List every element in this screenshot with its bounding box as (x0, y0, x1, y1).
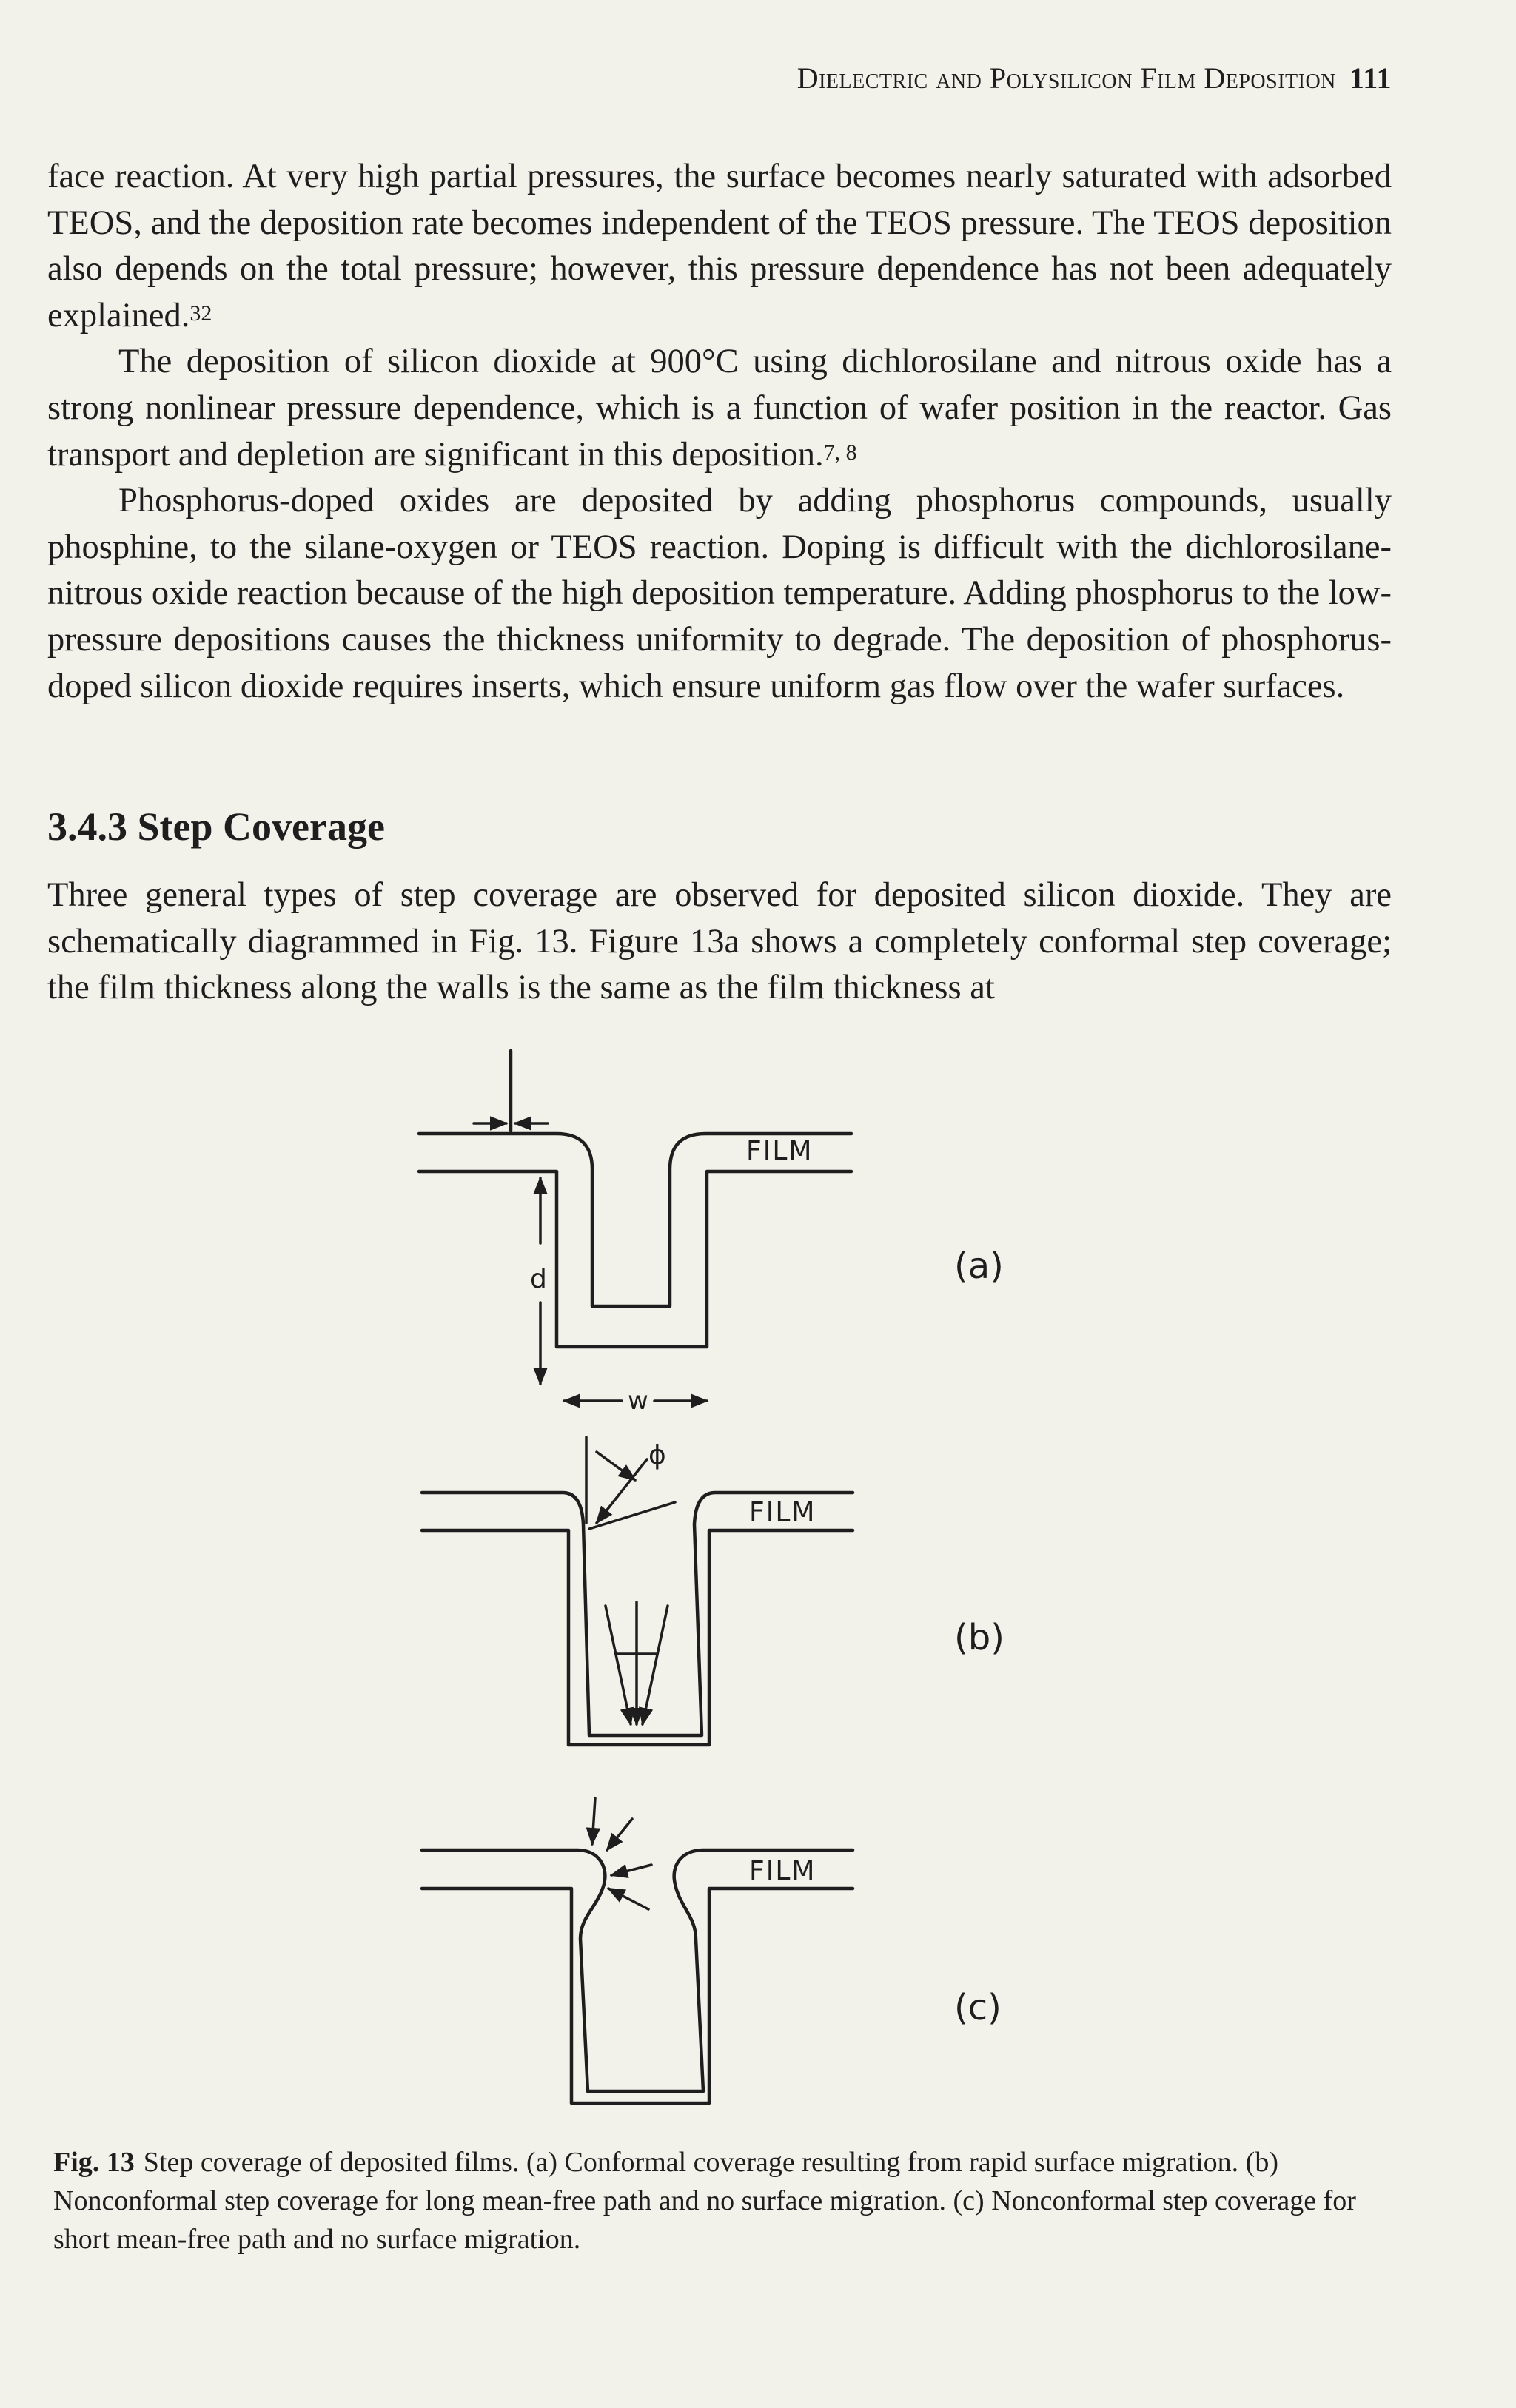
angle-label: ϕ (648, 1440, 666, 1470)
paragraph-dichlorosilane: The deposition of silicon dioxide at 900°C using dichlorosilane and nitrous oxide has a strong nonlinear pressure dependence, which is a function of wafer position in the reactor. Gas transport and depletion are significant in this deposition.$^{7, 8}$ (47, 343, 1392, 474)
overhang-arrow-3 (611, 1865, 651, 1875)
flux-arrow-right (643, 1606, 668, 1724)
body-text-top (47, 154, 1392, 710)
reference-superscript: 32 (190, 300, 212, 326)
reference-superscript: 7, 8 (823, 440, 857, 465)
panel-label-a: (a) (954, 1245, 1004, 1287)
overhang-arrow-4 (608, 1889, 648, 1909)
substrate-contour-a (419, 1171, 851, 1347)
angle-arrow-outer (597, 1452, 635, 1480)
panel-a-diagram (419, 1051, 851, 1401)
paragraph-step-coverage: Three general types of step coverage are observed for deposited silicon dioxide. They are schematically diagrammed in Fig. 13. Figure 13a shows a completely conformal step coverage; the film thickness along the walls is the same as the film thickness at (47, 876, 1392, 1007)
section-heading: 3.4.3 Step Coverage (47, 804, 385, 849)
film-label-c: FILM (749, 1856, 816, 1886)
overhang-arrow-2 (607, 1819, 632, 1850)
film-label-b: FILM (749, 1497, 816, 1527)
flux-arrow-left (606, 1606, 631, 1724)
panel-label-b: (b) (954, 1617, 1004, 1658)
figure-caption-text: Step coverage of deposited films. (a) Conformal coverage resulting from rapid surface migration. (b) Nonconformal step coverage for long mean-free path and no surface migration. (c) Nonconformal step coverage for short mean-free path and no surface migration. (53, 2147, 1356, 2255)
body-text-step-coverage (47, 872, 1392, 1012)
paragraph-phosphorus: Phosphorus-doped oxides are deposited by adding phosphorus compounds, usually phosphine, to the silane-oxygen or TEOS reaction. Doping is difficult with the dichlorosilane-nitrous oxide reaction because of the high deposition temperature. Adding phosphorus to the low-pressure depositions causes the thickness uniformity to degrade. The deposition of phosphorus-doped silicon dioxide requires inserts, which ensure uniform gas flow over the wafer surfaces. (47, 482, 1392, 705)
figure-13-diagram (0, 1021, 1516, 2131)
figure-caption (53, 2143, 1398, 2259)
page-number: 111 (1349, 61, 1392, 95)
figure-caption-label: Fig. 13 (53, 2147, 135, 2178)
panel-b-diagram (422, 1437, 853, 1745)
running-header (797, 61, 1392, 95)
substrate-contour-c (422, 1889, 853, 2103)
overhang-arrow-1 (592, 1798, 595, 1844)
width-label: w (628, 1386, 648, 1416)
running-title: Dielectric and Polysilicon Film Deposition (796, 61, 1336, 95)
panel-label-c: (c) (954, 1987, 1002, 2028)
paragraph-teos: face reaction. At very high partial pressures, the surface becomes nearly saturated with adsorbed TEOS, and the deposition rate becomes independent of the TEOS pressure. The TEOS deposition also depends on the total pressure; however, this pressure dependence has not been adequately explained.$^{32}$ (47, 158, 1392, 334)
panel-c-diagram (422, 1798, 853, 2103)
film-label-a: FILM (746, 1136, 814, 1166)
depth-label: d (530, 1264, 547, 1294)
